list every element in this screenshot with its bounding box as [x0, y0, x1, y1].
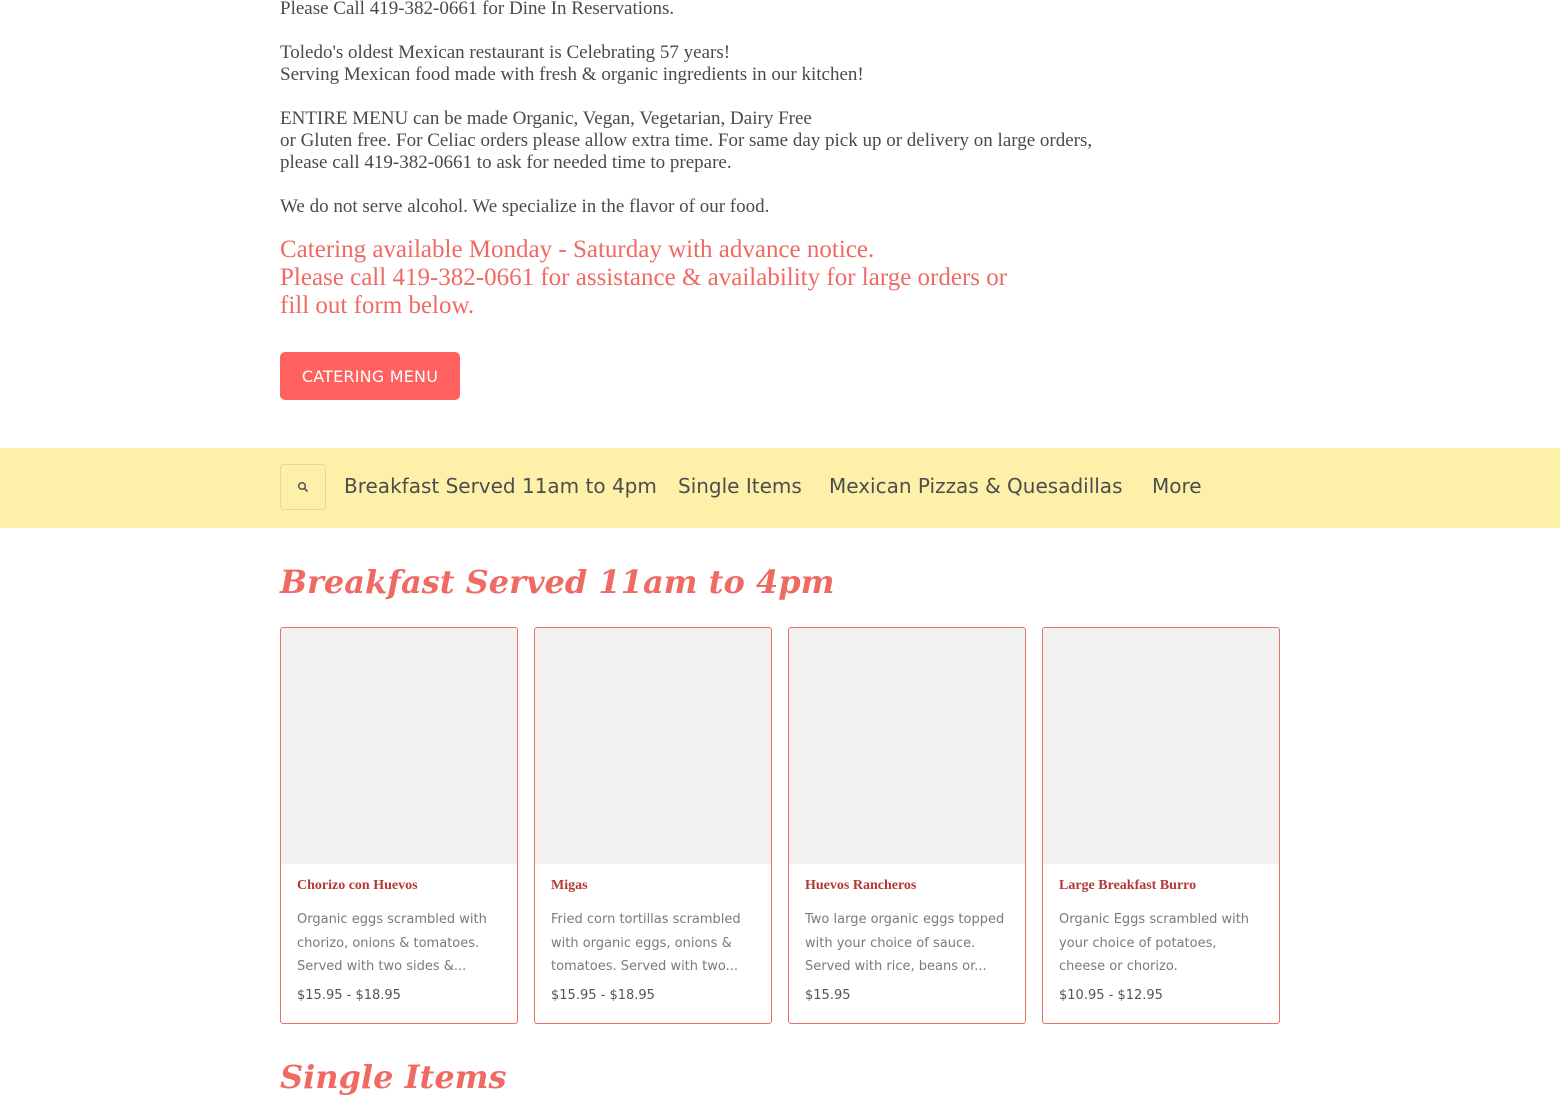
- nav-item-more[interactable]: More: [1152, 474, 1202, 498]
- item-image-placeholder: [789, 628, 1025, 864]
- breakfast-section-title: Breakfast Served 11am to 4pm: [280, 563, 835, 601]
- item-name: Huevos Rancheros: [805, 878, 917, 893]
- celebrating-line: Toledo's oldest Mexican restaurant is Celebrating 57 years!: [280, 42, 731, 63]
- item-description: Fried corn tortillas scrambled with organic eggs, onions & tomatoes. Served with two...: [551, 912, 741, 974]
- menu-item-card[interactable]: [534, 627, 772, 1024]
- please-call-line: please call 419-382-0661 to ask for needed time to prepare.: [280, 152, 732, 173]
- item-price: $15.95 - $18.95: [297, 988, 401, 1003]
- intro-text: [280, 0, 1280, 240]
- menu-category-nav: [0, 448, 1560, 528]
- search-icon: [297, 481, 309, 493]
- menu-item-card[interactable]: [1042, 627, 1280, 1024]
- catering-notice: [280, 236, 1280, 320]
- gluten-line: or Gluten free. For Celiac orders please allow extra time. For same day pick up or delivery on large orders,: [280, 130, 1093, 151]
- alcohol-line: We do not serve alcohol. We specialize in the flavor of our food.: [280, 196, 770, 217]
- item-price: $15.95: [805, 988, 851, 1003]
- item-image-placeholder: [535, 628, 771, 864]
- catering-line-2: Please call 419-382-0661 for assistance & availability for large orders or: [280, 264, 1008, 291]
- nav-item-breakfast[interactable]: Breakfast Served 11am to 4pm: [344, 474, 657, 498]
- single-items-section-title: Single Items: [280, 1058, 507, 1096]
- nav-item-mexican-pizzas[interactable]: Mexican Pizzas & Quesadillas: [829, 474, 1123, 498]
- item-description: Organic eggs scrambled with chorizo, onions & tomatoes. Served with two sides &...: [297, 912, 487, 974]
- catering-line-3: fill out form below.: [280, 292, 475, 319]
- item-image-placeholder: [281, 628, 517, 864]
- item-description: Two large organic eggs topped with your choice of sauce. Served with rice, beans or...: [805, 912, 1005, 974]
- item-description: Organic Eggs scrambled with your choice of potatoes, cheese or chorizo.: [1059, 912, 1250, 974]
- catering-line-1: Catering available Monday - Saturday with advance notice.: [280, 236, 875, 263]
- serving-line: Serving Mexican food made with fresh & organic ingredients in our kitchen!: [280, 64, 864, 85]
- item-name: Chorizo con Huevos: [297, 878, 418, 893]
- reservation-line: Please Call 419-382-0661 for Dine In Reservations.: [280, 0, 675, 19]
- item-name: Migas: [551, 878, 588, 893]
- menu-item-card[interactable]: [788, 627, 1026, 1024]
- search-button[interactable]: [280, 464, 326, 510]
- nav-item-single-items[interactable]: Single Items: [678, 474, 802, 498]
- item-price: $15.95 - $18.95: [551, 988, 655, 1003]
- item-name: Large Breakfast Burro: [1059, 878, 1197, 893]
- item-image-placeholder: [1043, 628, 1279, 864]
- catering-menu-button[interactable]: CATERING MENU: [280, 352, 460, 400]
- menu-item-card[interactable]: [280, 627, 518, 1024]
- entire-menu-line: ENTIRE MENU can be made Organic, Vegan, Vegetarian, Dairy Free: [280, 108, 812, 129]
- item-price: $10.95 - $12.95: [1059, 988, 1163, 1003]
